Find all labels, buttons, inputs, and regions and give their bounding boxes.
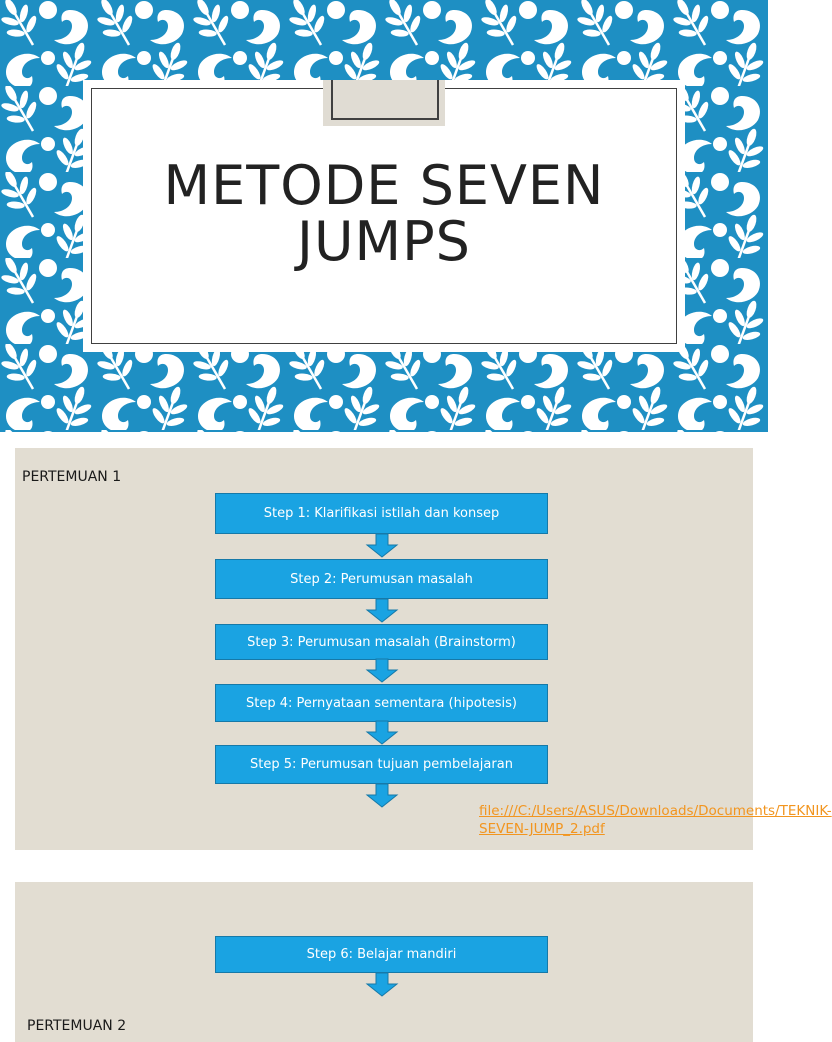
flowchart-slide-2	[15, 882, 753, 1042]
down-arrow-icon	[365, 721, 399, 745]
step-4-box	[215, 684, 548, 722]
step-1-label: Step 1: Klarifikasi istilah dan konsep	[263, 506, 500, 521]
step-6-label: Step 6: Belajar mandiri	[306, 947, 457, 962]
step-4-label: Step 4: Pernyataan sementara (hipotesis)	[246, 695, 517, 711]
section-label-pertemuan-1: PERTEMUAN 1	[22, 469, 122, 485]
down-arrow-icon	[365, 659, 399, 683]
pdf-file-link[interactable]: file:///C:/Users/ASUS/Downloads/Documents/TEKNIK-SEVEN-JUMP_2.pdf	[479, 803, 832, 837]
step-6-box	[215, 936, 548, 973]
step-5-label: Step 5: Perumusan tujuan pembelajaran	[250, 757, 513, 772]
slide-title: METODE SEVEN JUMPS	[163, 154, 605, 273]
down-arrow-icon	[365, 599, 399, 623]
title-card	[83, 80, 685, 352]
flowchart-slide-1	[15, 448, 832, 850]
step-2-box	[215, 559, 548, 599]
title-slide	[0, 0, 768, 432]
step-3-box	[215, 624, 548, 660]
down-arrow-icon	[365, 973, 399, 997]
down-arrow-icon	[365, 784, 399, 808]
step-1-box	[215, 493, 548, 534]
title-tab-decoration	[323, 80, 445, 126]
step-5-box	[215, 745, 548, 784]
down-arrow-icon	[365, 534, 399, 558]
step-2-label: Step 2: Perumusan masalah	[290, 571, 473, 587]
section-label-pertemuan-2: PERTEMUAN 2	[27, 1018, 127, 1034]
step-3-label: Step 3: Perumusan masalah (Brainstorm)	[247, 634, 516, 650]
